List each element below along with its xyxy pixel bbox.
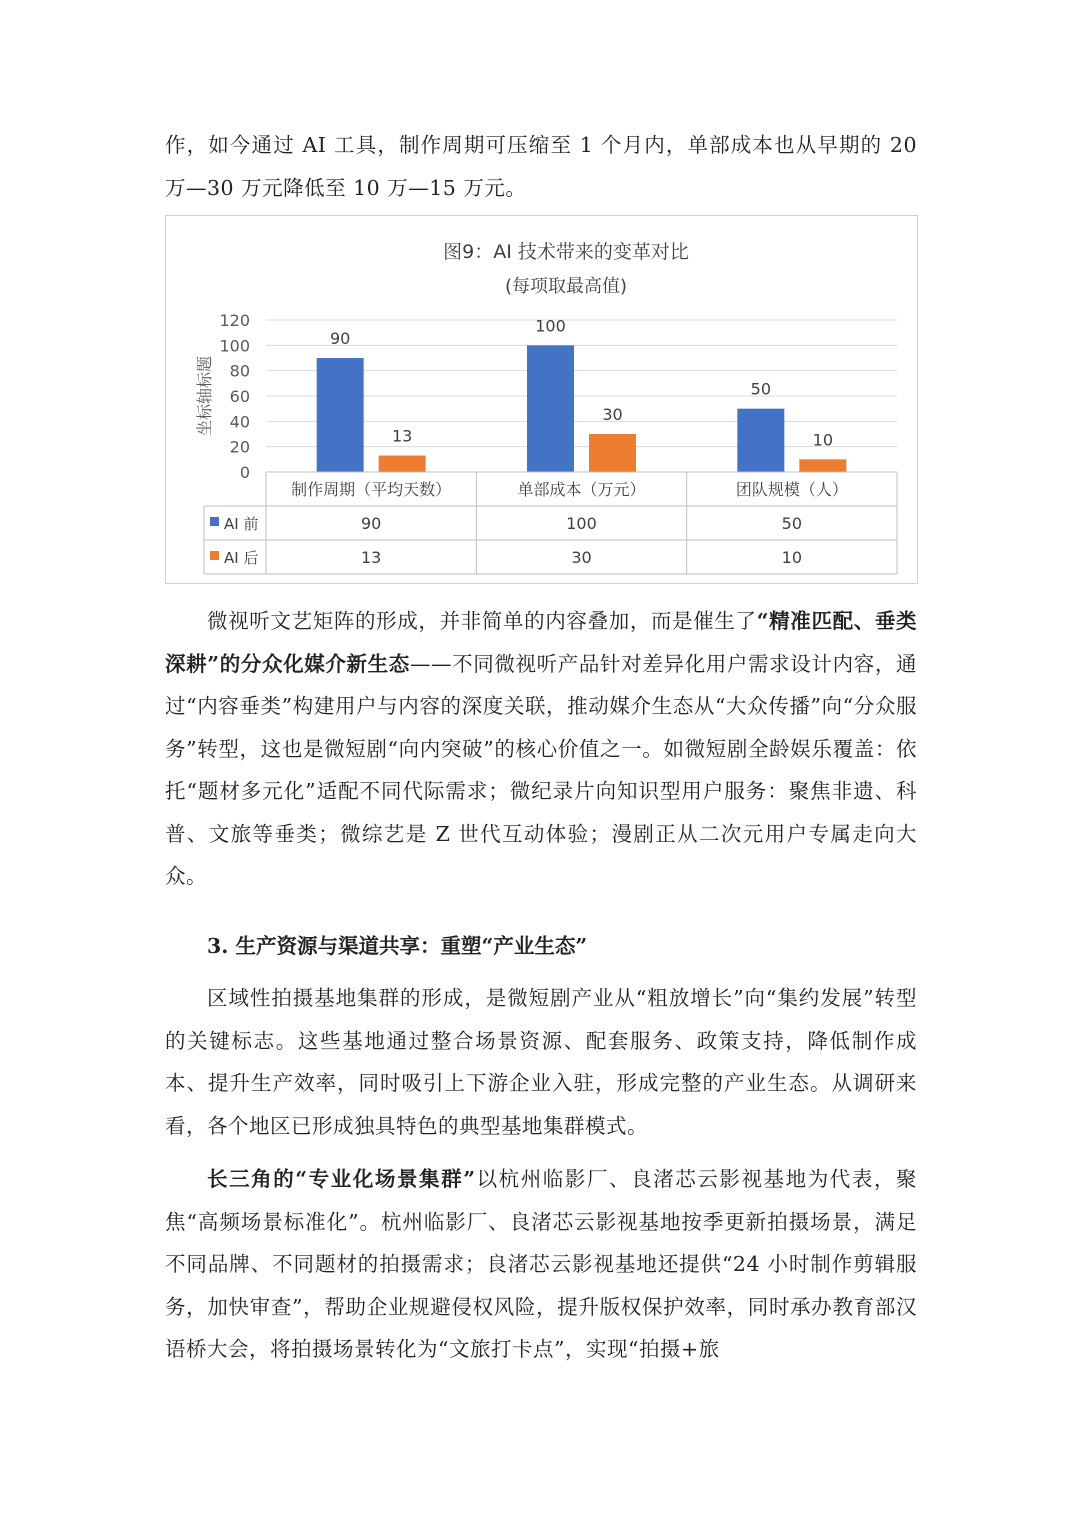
paragraph-yangtze-delta <box>165 1158 917 1371</box>
paragraph-yangtze-bold: 长三角的“专业化场景集群” <box>207 1167 476 1191</box>
section-heading: 3. 生产资源与渠道共享：重塑“产业生态” <box>207 934 588 958</box>
table-cell-value: 13 <box>360 548 382 567</box>
bar <box>317 358 364 472</box>
table-cell-value: 90 <box>360 514 382 533</box>
legend-swatch <box>210 551 219 560</box>
paragraph-media-ecosystem <box>165 600 917 898</box>
paragraph-media-pre: 微视听文艺矩阵的形成，并非简单的内容叠加，而是催生了 <box>207 609 757 633</box>
bar-data-label: 100 <box>535 316 566 336</box>
table-cell-value: 50 <box>781 514 803 533</box>
chart-title: 图9：AI 技术带来的变革对比 <box>443 241 689 263</box>
table-cell-value: 30 <box>571 548 592 567</box>
y-tick-label: 0 <box>239 463 250 482</box>
y-tick-label: 40 <box>229 412 250 432</box>
category-label: 团队规模（人） <box>735 480 848 499</box>
y-axis-title: 坐标轴标题 <box>195 355 214 437</box>
bar-data-label: 13 <box>391 426 413 446</box>
table-cell-value: 100 <box>566 514 597 533</box>
y-tick-label: 60 <box>229 387 250 406</box>
bar-data-label: 90 <box>329 329 351 348</box>
chart-svg <box>166 216 917 583</box>
paragraph-base-cluster: 区域性拍摄基地集群的形成，是微短剧产业从“粗放增长”向“集约发展”转型的关键标志。这些基地通过整合场景资源、配套服务、政策支持，降低制作成本、提升生产效率，同时吸引上下游企业入驻，形成完整的产业生态。从调研来看，各个地区已形成独具特色的典型基地集群模式。 <box>165 986 917 1138</box>
table-cell-value: 10 <box>781 548 803 567</box>
chart-subtitle: (每项取最高值) <box>504 276 628 297</box>
y-tick-label: 80 <box>229 361 250 381</box>
y-tick-label: 100 <box>219 336 250 356</box>
bar <box>589 434 636 472</box>
bar-chart <box>165 215 918 584</box>
bar-data-label: 30 <box>602 405 623 424</box>
bar <box>799 459 846 472</box>
bar-data-label: 10 <box>812 430 834 450</box>
y-tick-label: 20 <box>229 437 250 457</box>
category-label: 制作周期（平均天数） <box>291 480 452 499</box>
bar-data-label: 50 <box>750 379 772 399</box>
legend-swatch <box>210 517 219 526</box>
paragraph-yangtze-post: 以杭州临影厂、良渚芯云影视基地为代表，聚焦“高频场景标准化”。杭州临影厂、良渚芯云影视基地按季更新拍摄场景，满足不同品牌、不同题材的拍摄需求；良渚芯云影视基地还提供“24 小时制作剪辑服务，加快审查”，帮助企业规避侵权风险，提升版权保护效率，同时承办教育部汉语桥大会，将拍摄场景转化为“文旅打卡点”，实现“拍摄+旅 <box>165 1167 918 1361</box>
legend-label: AI 后 <box>224 549 259 567</box>
paragraph-media-bold: “精准匹配、垂类深耕”的分众化媒介新生态 <box>165 609 918 676</box>
y-tick-label: 120 <box>219 311 250 330</box>
paragraph-media-post: ——不同微视听产品针对差异化用户需求设计内容，通过“内容垂类”构建用户与内容的深度关联，推动媒介生态从“大众传播”向“分众服务”转型，这也是微短剧“向内突破”的核心价值之一。如微短剧全龄娱乐覆盖：依托“题材多元化”适配不同代际需求；微纪录片向知识型用户服务：聚焦非遗、科普、文旅等垂类；微综艺是 Z 世代互动体验；漫剧正从二次元用户专属走向大众。 <box>165 651 917 888</box>
bar <box>737 409 784 472</box>
legend-label: AI 前 <box>224 515 259 533</box>
paragraph-ai-cost: 作，如今通过 AI 工具，制作周期可压缩至 1 个月内，单部成本也从早期的 20 万—30 万元降低至 10 万—15 万元。 <box>165 133 917 200</box>
bar <box>527 345 574 472</box>
bar <box>379 456 426 472</box>
category-label: 单部成本（万元） <box>517 480 646 499</box>
